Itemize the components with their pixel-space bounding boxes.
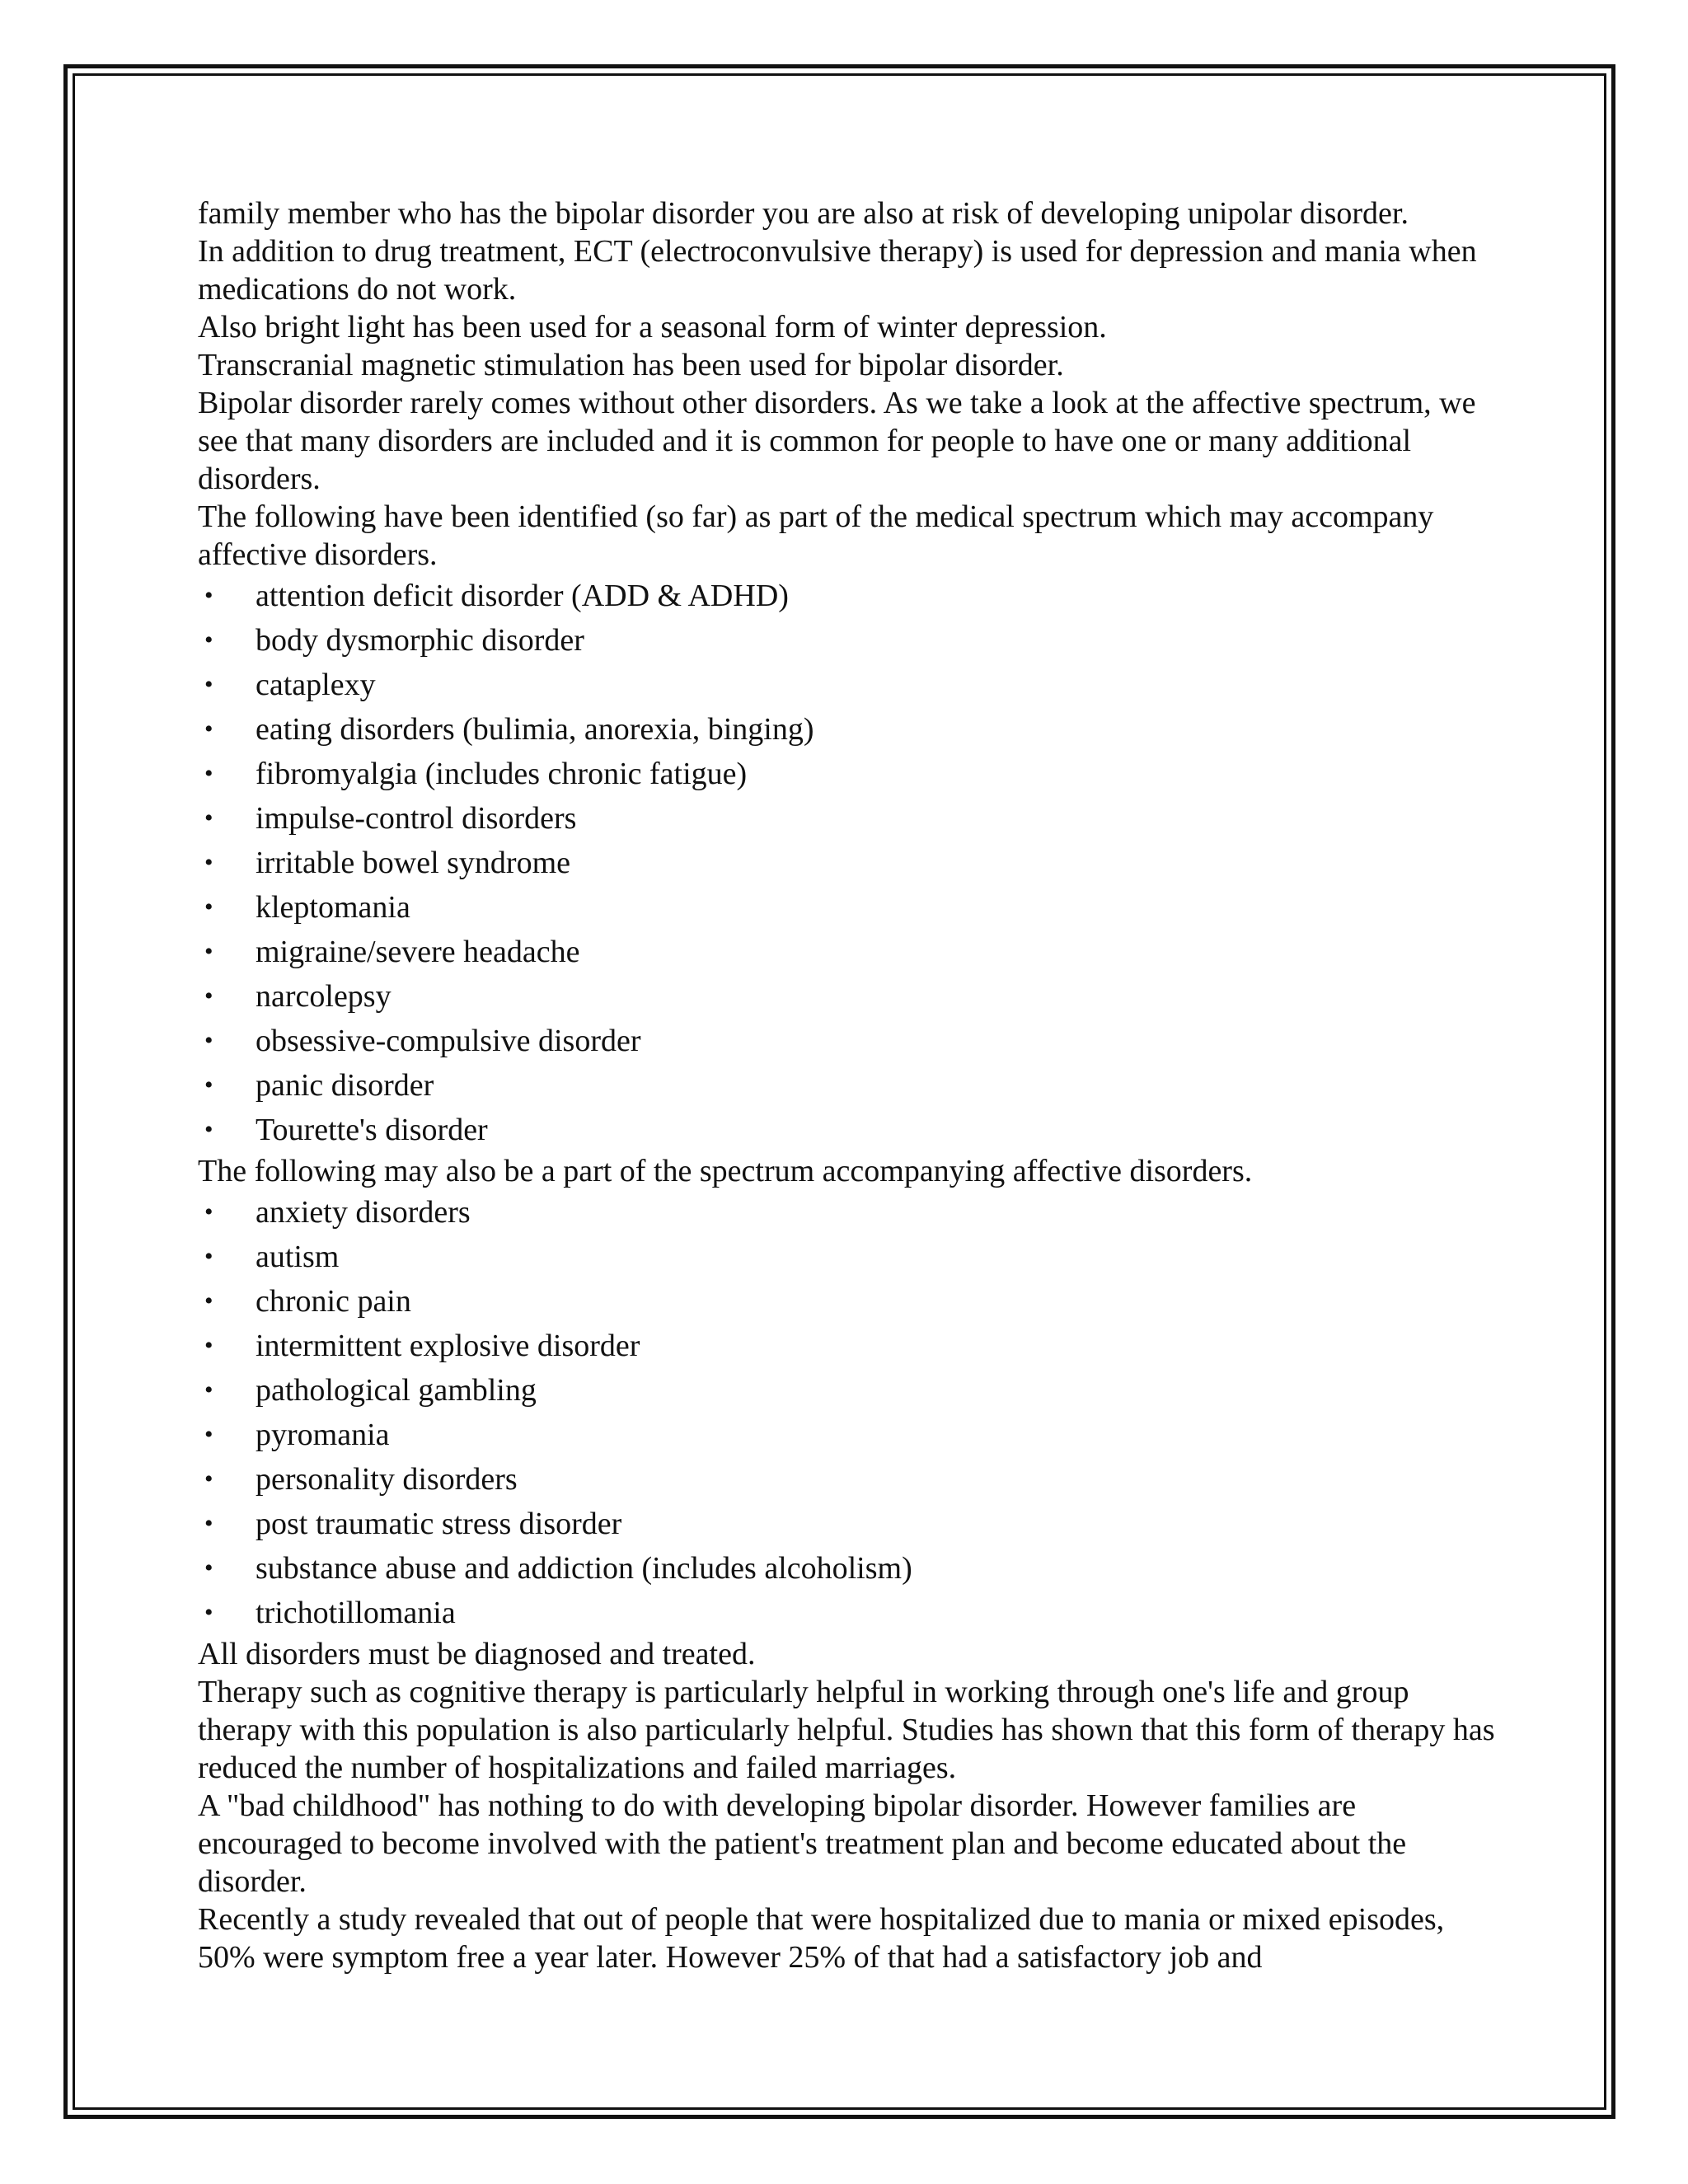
list-item (198, 841, 1500, 885)
list-item-text: body dysmorphic disorder (256, 623, 584, 658)
list-item (198, 1413, 1500, 1457)
additional-spectrum-list (198, 1190, 1500, 1635)
bullet-icon: • (204, 582, 213, 609)
list-item-text: narcolepsy (256, 979, 392, 1014)
paragraph: Bipolar disorder rarely comes without other disorders. As we take a look at the affective spectrum, we see that many disorders are included and it is common for people to have one or many additional disorders. (198, 386, 1476, 496)
bullet-icon: • (204, 1198, 213, 1226)
list-item-text: autism (256, 1240, 340, 1274)
list-item-text: pathological gambling (256, 1373, 537, 1408)
bullet-icon: • (204, 1421, 213, 1448)
list-item-text: impulse-control disorders (256, 801, 577, 836)
paragraph: In addition to drug treatment, ECT (electroconvulsive therapy) is used for depression and mania when medications do not work. (198, 234, 1477, 307)
paragraph: A "bad childhood" has nothing to do with developing bipolar disorder. However families are encouraged to become involved with the patient's treatment plan and become educated about the disorder. (198, 1788, 1407, 1899)
list-item (198, 1368, 1500, 1413)
bullet-icon: • (204, 626, 213, 654)
list-item-text: anxiety disorders (256, 1195, 471, 1230)
bullet-icon: • (204, 1465, 213, 1493)
list-item-text: chronic pain (256, 1284, 411, 1319)
bullet-icon: • (204, 1599, 213, 1626)
list-item-text: substance abuse and addiction (includes alcoholism) (256, 1551, 912, 1586)
list-item-text: pyromania (256, 1418, 390, 1452)
list-item (198, 752, 1500, 796)
list-item (198, 1324, 1500, 1368)
list-item (198, 707, 1500, 752)
paragraph: Transcranial magnetic stimulation has been used for bipolar disorder. (198, 348, 1064, 382)
document-body (198, 194, 1500, 1976)
list-item (198, 1019, 1500, 1063)
paragraph: Also bright light has been used for a seasonal form of winter depression. (198, 310, 1107, 344)
list-item-text: cataplexy (256, 668, 376, 702)
bullet-icon: • (204, 1116, 213, 1143)
list-item (198, 796, 1500, 841)
bullet-icon: • (204, 1332, 213, 1359)
list-item-text: intermittent explosive disorder (256, 1329, 640, 1363)
paragraph: The following have been identified (so far) as part of the medical spectrum which may accompany affective disorders. (198, 499, 1434, 572)
list-item (198, 574, 1500, 618)
paragraph: family member who has the bipolar disorder you are also at risk of developing unipolar disorder. (198, 196, 1409, 231)
list-item (198, 1063, 1500, 1108)
list-item (198, 1546, 1500, 1591)
list-item-text: kleptomania (256, 890, 410, 925)
list-item-text: irritable bowel syndrome (256, 846, 571, 880)
paragraph: Therapy such as cognitive therapy is particularly helpful in working through one's life and group therapy with this population is also particularly helpful. Studies has shown that this form of therapy has reduced the number of hospitalizations and failed marriages. (198, 1675, 1495, 1785)
list-item (198, 974, 1500, 1019)
list-item-text: personality disorders (256, 1462, 518, 1497)
list-item (198, 618, 1500, 663)
paragraph: The following may also be a part of the spectrum accompanying affective disorders. (198, 1154, 1253, 1188)
list-item (198, 1279, 1500, 1324)
list-item (198, 930, 1500, 974)
paragraph: Recently a study revealed that out of people that were hospitalized due to mania or mixed episodes, 50% were symptom free a year later. However 25% of that had a satisfactory job and (198, 1902, 1445, 1975)
list-item (198, 1502, 1500, 1546)
list-item-text: eating disorders (bulimia, anorexia, binging) (256, 712, 814, 747)
bullet-icon: • (204, 715, 213, 743)
list-item-text: migraine/severe headache (256, 935, 580, 969)
list-item (198, 663, 1500, 707)
list-item-text: Tourette's disorder (256, 1113, 488, 1147)
comorbidity-list (198, 574, 1500, 1152)
list-item (198, 885, 1500, 930)
bullet-icon: • (204, 760, 213, 787)
bullet-icon: • (204, 1287, 213, 1315)
bullet-icon: • (204, 1376, 213, 1404)
bullet-icon: • (204, 938, 213, 965)
bullet-icon: • (204, 982, 213, 1010)
bullet-icon: • (204, 1510, 213, 1537)
bullet-icon: • (204, 1071, 213, 1099)
list-item-text: obsessive-compulsive disorder (256, 1024, 641, 1058)
bullet-icon: • (204, 849, 213, 876)
list-item (198, 1591, 1500, 1635)
list-item-text: panic disorder (256, 1068, 434, 1103)
list-item-text: attention deficit disorder (ADD & ADHD) (256, 579, 789, 613)
list-item (198, 1457, 1500, 1502)
bullet-icon: • (204, 1243, 213, 1270)
list-item (198, 1190, 1500, 1235)
list-item (198, 1235, 1500, 1279)
paragraph: All disorders must be diagnosed and treated. (198, 1637, 756, 1671)
bullet-icon: • (204, 1554, 213, 1582)
bullet-icon: • (204, 671, 213, 698)
bullet-icon: • (204, 804, 213, 832)
list-item (198, 1108, 1500, 1152)
list-item-text: fibromyalgia (includes chronic fatigue) (256, 757, 748, 791)
bullet-icon: • (204, 1027, 213, 1054)
list-item-text: post traumatic stress disorder (256, 1507, 622, 1541)
list-item-text: trichotillomania (256, 1596, 456, 1630)
bullet-icon: • (204, 893, 213, 921)
